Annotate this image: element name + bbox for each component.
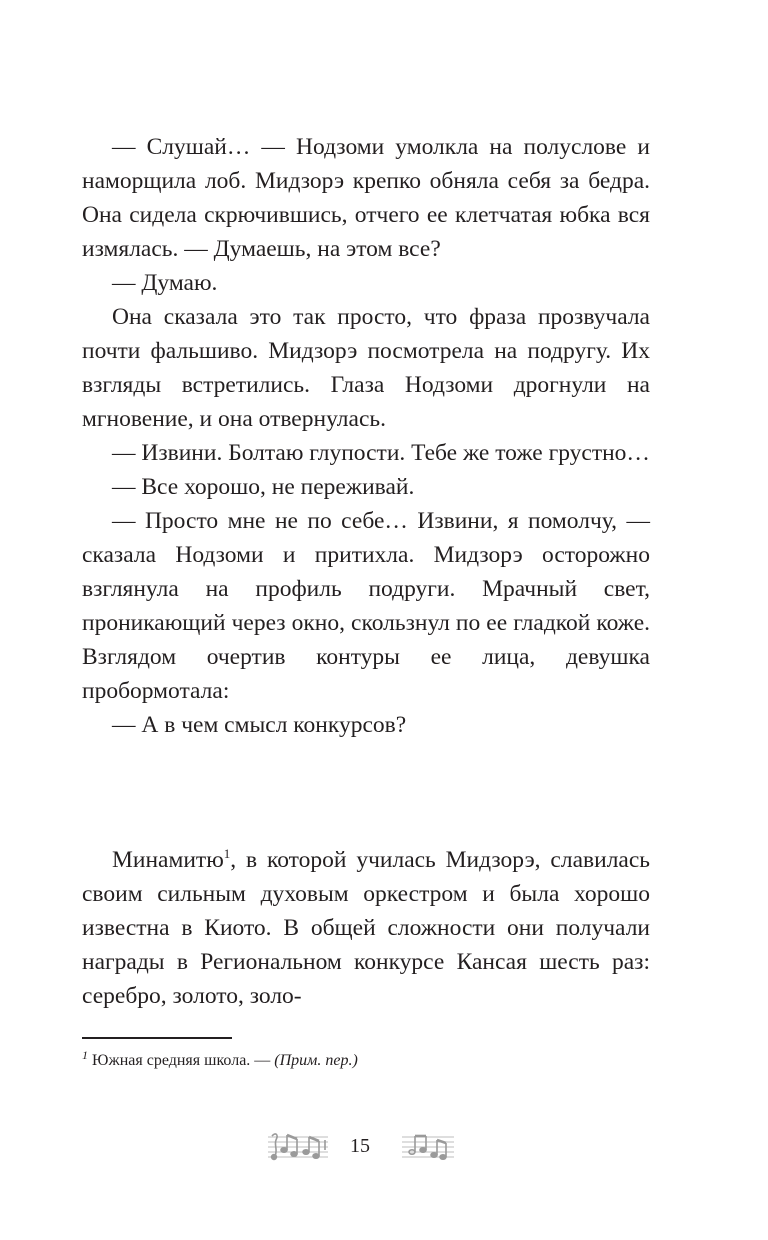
footnote-reference: 1: [223, 846, 231, 861]
footnote-divider: [82, 1037, 232, 1039]
paragraph: — Слушай… — Нодзоми умолкла на полуслове и наморщила лоб. Мидзорэ крепко обняла себя за бедра. Она сидела скрючившись, отчего ее клетчатая юбка вся измялась. — Думаешь, на этом все?: [82, 134, 650, 262]
paragraph: — А в чем смысл конкурсов?: [112, 712, 407, 738]
paragraph: — Просто мне не по себе… Извини, я помолчу, — сказала Нодзоми и притихла. Мидзорэ осторожно взглянула на профиль подруги. Мрачный свет, проникающий через окно, скользнул по ее гладкой коже. Взглядом очертив контуры ее лица, девушка пробормотала:: [82, 508, 650, 704]
main-text-section-1: [82, 130, 650, 742]
page-number: 15: [350, 1135, 370, 1157]
paragraph: — Извини. Болтаю глупости. Тебе же тоже грустно…: [112, 440, 650, 466]
paragraph-rest: , в которой училась Мидзорэ, славилась своим сильным духовым оркестром и была хорошо известна в Киото. В общей сложности они получали награды в Региональном конкурсе Кансая шесть раз: серебро, золото, золо-: [82, 847, 650, 1009]
paragraph-start: Минамитю: [112, 847, 224, 873]
paragraph: [82, 843, 650, 1013]
paragraph: — Думаю.: [112, 270, 218, 296]
page-footer: [0, 1128, 768, 1164]
footnote-marker: 1: [82, 1048, 88, 1062]
paragraph: Она сказала это так просто, что фраза прозвучала почти фальшиво. Мидзорэ посмотрела на подругу. Их взгляды встретились. Глаза Нодзоми дрогнули на мгновение, и она отвернулась.: [82, 304, 650, 432]
paragraph: — Все хорошо, не переживай.: [112, 474, 415, 500]
music-staff-notes-icon: [266, 1128, 330, 1164]
music-staff-notes-icon: [400, 1128, 456, 1164]
main-text-section-2: [82, 843, 650, 1013]
translator-note: (Прим. пер.): [274, 1052, 358, 1069]
footnote: [82, 1050, 650, 1072]
footnote-text: Южная средняя школа. —: [92, 1052, 271, 1069]
